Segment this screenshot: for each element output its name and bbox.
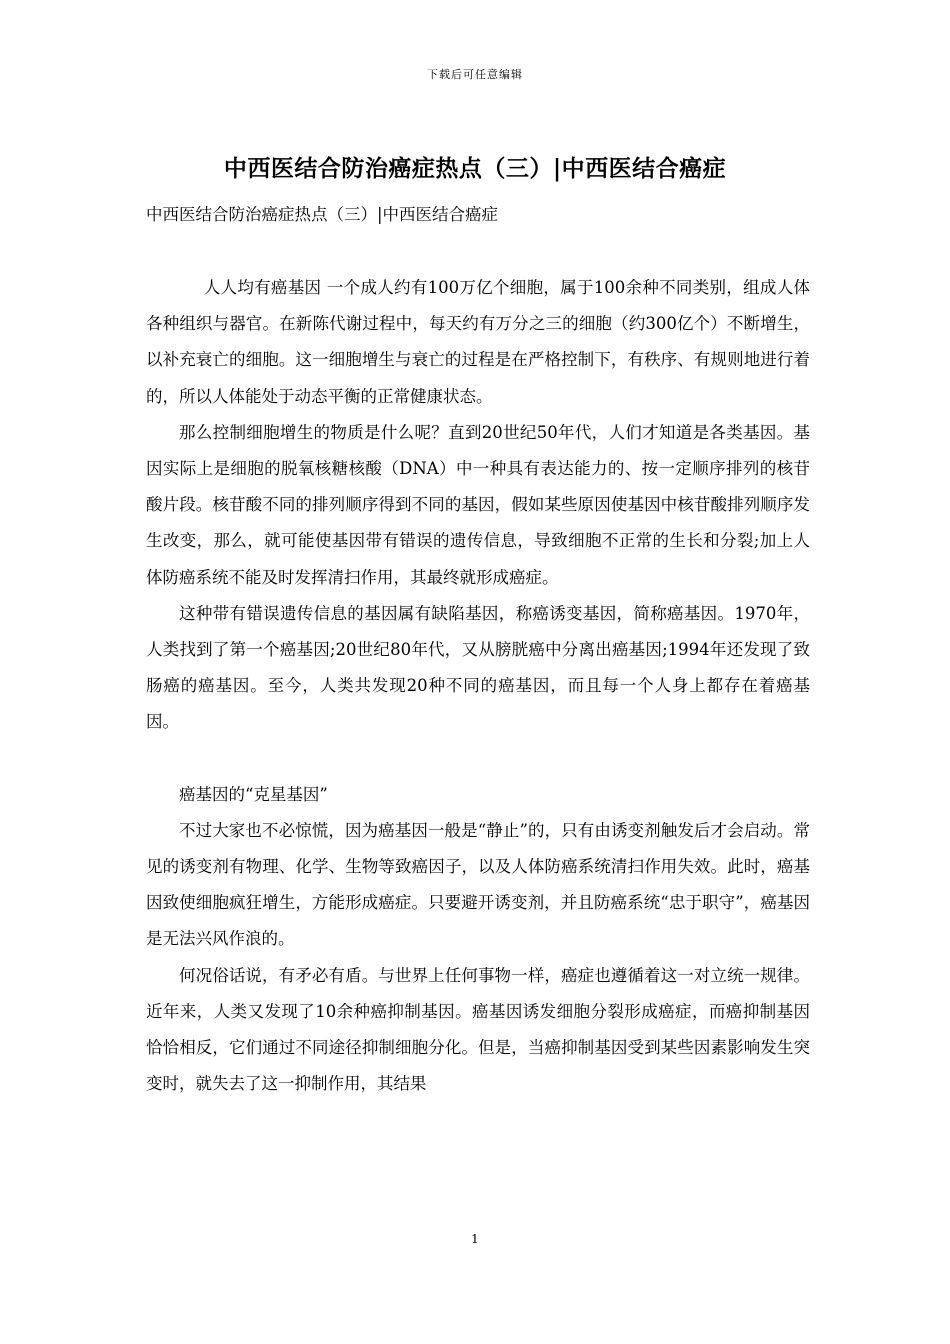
document-subtitle: 中西医结合防治癌症热点（三）|中西医结合癌症 [146,205,499,224]
page-header-note: 下载后可任意编辑 [427,68,523,81]
section-heading: 癌基因的“克星基因” [179,784,328,804]
document-title: 中西医结合防治癌症热点（三）|中西医结合癌症 [223,155,727,182]
body-paragraph: 这种带有错误遗传信息的基因属有缺陷基因，称癌诱变基因，简称癌基因。1970年，人类找到了第一个癌基因;20世纪80年代，又从膀胱癌中分离出癌基因;1994年还发现了致肠癌的癌基因。至今，人类共发现20种不同的癌基因，而且每一个人身上都存在着癌基因。 [146,603,810,732]
document-body [146,270,810,1102]
page-number: 1 [471,1232,479,1246]
body-paragraph: 人人均有癌基因 一个成人约有100万亿个细胞，属于100余种不同类别，组成人体各种组织与器官。在新陈代谢过程中，每天约有万分之三的细胞（约300亿个）不断增生，以补充衰亡的细胞。这一细胞增生与衰亡的过程是在严格控制下，有秩序、有规则地进行着的，所以人体能处于动态平衡的正常健康状态。 [146,278,810,406]
body-paragraph: 何况俗话说，有矛必有盾。与世界上任何事物一样，癌症也遵循着这一对立统一规律。近年来，人类又发现了10余种癌抑制基因。癌基因诱发细胞分裂形成癌症，而癌抑制基因恰恰相反，它们通过不同途径抑制细胞分化。但是，当癌抑制基因受到某些因素影响发生突变时，就失去了这一抑制作用，其结果 [146,965,810,1094]
body-paragraph: 那么控制细胞增生的物质是什么呢？直到20世纪50年代，人们才知道是各类基因。基因实际上是细胞的脱氧核糖核酸（DNA）中一种具有表达能力的、按一定顺序排列的核苷酸片段。核苷酸不同的排列顺序得到不同的基因，假如某些原因使基因中核苷酸排列顺序发生改变，那么，就可能使基因带有错误的遗传信息，导致细胞不正常的生长和分裂;加上人体防癌系统不能及时发挥清扫作用，其最终就形成癌症。 [146,422,810,587]
body-paragraph: 不过大家也不必惊慌，因为癌基因一般是“静止”的，只有由诱变剂触发后才会启动。常见的诱变剂有物理、化学、生物等致癌因子，以及人体防癌系统清扫作用失效。此时，癌基因致使细胞疯狂增生，方能形成癌症。只要避开诱变剂，并且防癌系统“忠于职守”，癌基因是无法兴风作浪的。 [146,820,810,949]
